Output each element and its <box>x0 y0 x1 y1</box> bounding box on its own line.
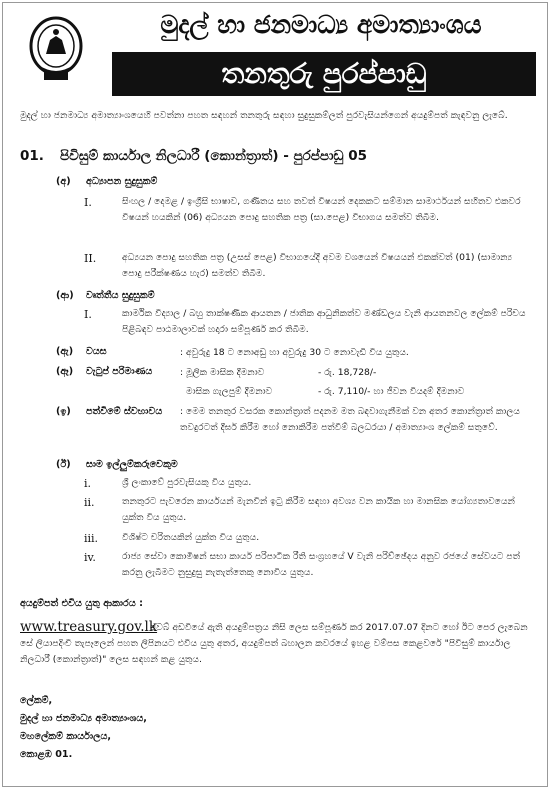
vacancies-banner: තනතුරු පුරප්පාඩු <box>112 52 536 96</box>
section-marker: (අ) <box>56 176 71 187</box>
gen-item-num: iv. <box>84 551 96 564</box>
post-title <box>14 148 534 164</box>
section-marker: (ඈ) <box>56 366 74 377</box>
signoff-city: කොළඹ 01. <box>20 749 73 760</box>
section-marker: (ඇ) <box>56 346 74 357</box>
signoff-office: මහලේකම් කාර්යාලය, <box>20 731 111 742</box>
gen-item-num: ii. <box>84 496 95 509</box>
section-salary <box>56 366 152 377</box>
edu-item-num: I. <box>84 196 92 209</box>
gen-item-text: රාජ්‍ය සේවා කොමිෂන් සභා කාර්ය පරිපාටික රීති සංග්‍රහයේ V වැනි පරිච්ඡේදය අනුව රජයේ සේවයට පත් කරනු ලැබීමට නුසුදුසු නැතැත්තෙකු නොවිය යුතුය. <box>122 551 521 578</box>
section-education <box>56 176 157 187</box>
apply-text: වෙබ් අඩවියේ ඇති අයදුම්පත්‍රය නිසි ලෙස සම්පූර්ණ කර 2017.07.07 දිනට හෝ ඊට පෙර ලැබෙන සේ ලියාපදිංචි තැපෑලෙන් පහත ලිපිනයට එවිය යුතු අතර, අයදුම්පත් බහාලන කවරයේ ඉහළ වම්පස කෙළවරේ "පිවිසුම් කාර්යාල නිලධාරී (කොන්ත්‍රාත්)" ලෙස සඳහන් කළ යුතුය. <box>20 622 528 665</box>
gen-item-text: විශිෂ්ට චරිතයකින් යුක්ත විය යුතුය. <box>122 532 260 543</box>
section-label: අධ්‍යාපන සුදුසුකම් <box>86 176 158 187</box>
post-number: 01. <box>20 148 44 164</box>
section-marker: (ආ) <box>56 290 74 301</box>
edu-item-text: අධ්‍යයන පොදු සහතික පත්‍ර (උසස් පෙළ) විභාගයේදී අවම වශයෙන් විෂයයන් එකක්වත් (01) (සාමාන්‍ය පොදු පරීක්ෂණය හැර) සමත්ව තිබීම. <box>122 252 513 279</box>
signoff <box>20 692 147 764</box>
salary-allowance-value: - රු. 7,110/- හා ජීවන වියදම් දීමනාව <box>318 386 465 397</box>
gen-item-num: i. <box>84 477 92 490</box>
section-label: සාම ඉල්ලුම්කරුවෙකුම <box>86 459 178 470</box>
signoff-ministry: මුදල් හා ජනමාධ්‍ය අමාත්‍යාංශය, <box>20 713 147 724</box>
treasury-website-link[interactable]: www.treasury.gov.lk <box>20 619 158 635</box>
section-label: වැටුප් පරිමාණය <box>86 366 153 377</box>
intro-text: මුදල් හා ජනමාධ්‍ය අමාත්‍යාංශයෙහි පවත්නා පහත සඳහන් තනතුරු සඳහා සුදුසුකම්ලත් පුරවැසියන්ගෙන් අයදුම්පත් කැඳවනු ලැබේ. <box>20 110 508 121</box>
section-marker: (ඉ) <box>56 406 71 417</box>
section-age <box>56 346 107 357</box>
section-label: වෘත්තීය සුදුසුකම් <box>86 290 155 301</box>
post-title-text: පිවිසුම් කාර්යාල නිලධාරී (කොන්ත්‍රාත්) - පුරප්පාඩු 05 <box>60 148 367 164</box>
apply-heading <box>20 598 143 609</box>
gen-item-text: ශ්‍රී ලංකාවේ පුරවැසියකු විය යුතුය. <box>122 477 252 488</box>
service-text: : මෙම තනතුර වසරක කොන්ත්‍රාත් පදනම මත බඳවාගැනීමක් වන අතර කොන්ත්‍රාත් කාලය තවදුරටත් දීර්ඝ කිරීම හෝ නොකිරීම පත්වීම් බලධරයා / අමාත්‍යාංශ ලේකම් සතුවේ. <box>180 406 520 433</box>
section-general <box>56 459 178 470</box>
salary-basic-label: : මූලික මාසික දීමනාව <box>180 367 265 378</box>
salary-basic-value: - රු. 18,728/- <box>318 367 377 378</box>
section-label: පත්වීමේ ස්වභාවය <box>86 406 163 417</box>
gen-item-text: තනතුරට පැවරෙන කාර්යයන් මැනවින් ඉටු කිරීම සඳහා අවශ්‍ය වන කායික හා මානසික යෝග්‍යතාවයෙන් යුක්ත විය යුතුය. <box>122 496 516 523</box>
signoff-title: ලේකම්, <box>20 695 53 706</box>
prof-item-num: I. <box>84 308 92 321</box>
prof-item-text: කාර්මික විද්‍යාල / බහු තාක්ෂණික ආයතන / ජාතික ආධුනිකත්ව මණ්ඩලය වැනි ආයතනවල ලේකම් පරිචය පිළිබඳව පාඨමාලාවක් හදාරා සම්පූර්ණ කර තිබීම. <box>122 308 526 335</box>
apply-heading-text: අයදුම්පත් එවිය යුතු ආකාරය : <box>20 598 143 609</box>
edu-item-num: II. <box>84 252 97 265</box>
section-service <box>56 406 162 417</box>
salary-allowance-label: මාසික ගැලපුම් දීමනාව <box>186 386 273 397</box>
gen-item-num: iii. <box>84 532 99 545</box>
sri-lanka-emblem-icon <box>28 14 84 84</box>
header <box>8 8 544 98</box>
section-marker: (ඊ) <box>56 459 71 470</box>
ministry-name: මුදල් හා ජනමාධ්‍ය අමාත්‍යාංශය <box>160 10 482 39</box>
section-professional <box>56 290 155 301</box>
age-text: : අවුරුදු 18 ට නොඅඩු හා අවුරුදු 30 ට නොවැඩි විය යුතුය. <box>180 347 409 358</box>
edu-item-text: සිංහල / දෙමළ / ඉංග්‍රීසි භාෂාව, ගණිතය සහ තවත් විෂයන් දෙකකට සම්මාන සාමාර්ථයන් සහිතව එකවර විෂයන් හයකින් (06) අධ්‍යයන පොදු සහතික පත්‍ර (සා.පෙළ) විභාගය සමත්ව තිබීම. <box>122 196 521 223</box>
section-label: වයස <box>86 346 107 357</box>
